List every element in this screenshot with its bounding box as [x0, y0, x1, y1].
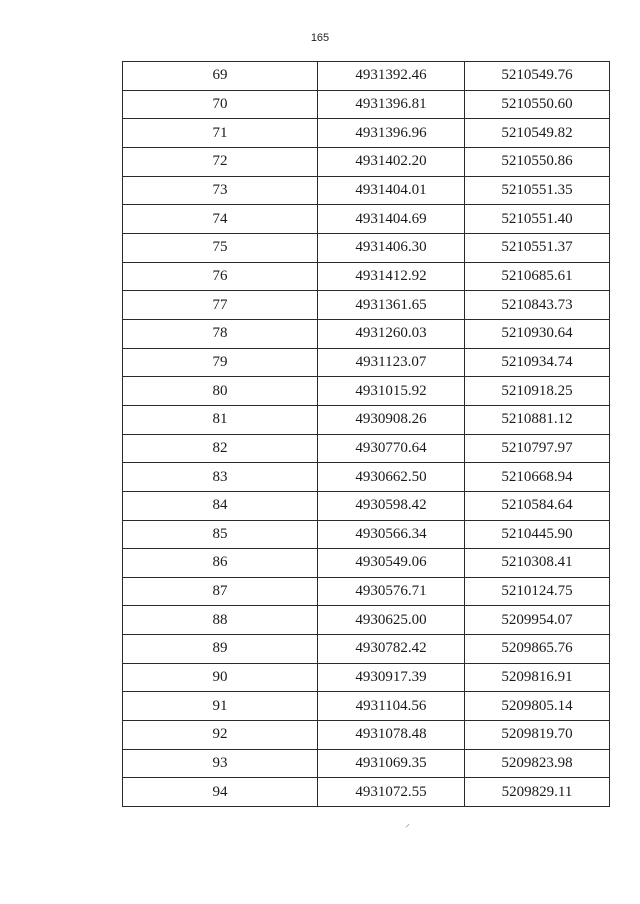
x-coordinate-cell: 4931404.69: [318, 205, 465, 234]
table-row: [123, 405, 610, 434]
y-coordinate-cell: 5210918.25: [465, 377, 610, 406]
y-coordinate-cell: 5210549.76: [465, 62, 610, 91]
point-number-cell: 84: [123, 491, 318, 520]
y-coordinate-cell: 5210934.74: [465, 348, 610, 377]
x-coordinate-cell: 4930549.06: [318, 549, 465, 578]
table-row: [123, 606, 610, 635]
x-coordinate-cell: 4930917.39: [318, 663, 465, 692]
y-coordinate-cell: 5210445.90: [465, 520, 610, 549]
y-coordinate-cell: 5209829.11: [465, 778, 610, 807]
table-row: [123, 778, 610, 807]
y-coordinate-cell: 5210551.40: [465, 205, 610, 234]
point-number-cell: 70: [123, 90, 318, 119]
point-number-cell: 83: [123, 463, 318, 492]
table-row: [123, 577, 610, 606]
y-coordinate-cell: 5210930.64: [465, 319, 610, 348]
y-coordinate-cell: 5209823.98: [465, 749, 610, 778]
x-coordinate-cell: 4931078.48: [318, 721, 465, 750]
point-number-cell: 80: [123, 377, 318, 406]
table-row: [123, 291, 610, 320]
x-coordinate-cell: 4931392.46: [318, 62, 465, 91]
x-coordinate-cell: 4930908.26: [318, 405, 465, 434]
x-coordinate-cell: 4931396.81: [318, 90, 465, 119]
x-coordinate-cell: 4931396.96: [318, 119, 465, 148]
x-coordinate-cell: 4930566.34: [318, 520, 465, 549]
point-number-cell: 92: [123, 721, 318, 750]
point-number-cell: 93: [123, 749, 318, 778]
point-number-cell: 81: [123, 405, 318, 434]
x-coordinate-cell: 4930770.64: [318, 434, 465, 463]
y-coordinate-cell: 5209865.76: [465, 635, 610, 664]
point-number-cell: 86: [123, 549, 318, 578]
x-coordinate-cell: 4931406.30: [318, 233, 465, 262]
x-coordinate-cell: 4931072.55: [318, 778, 465, 807]
point-number-cell: 82: [123, 434, 318, 463]
coordinates-table-body: [123, 62, 610, 807]
x-coordinate-cell: 4931260.03: [318, 319, 465, 348]
x-coordinate-cell: 4931104.56: [318, 692, 465, 721]
scan-speck: ⸍: [405, 823, 410, 834]
point-number-cell: 78: [123, 319, 318, 348]
table-row: [123, 721, 610, 750]
table-row: [123, 205, 610, 234]
y-coordinate-cell: 5210551.37: [465, 233, 610, 262]
table-row: [123, 749, 610, 778]
table-row: [123, 147, 610, 176]
point-number-cell: 94: [123, 778, 318, 807]
y-coordinate-cell: 5210551.35: [465, 176, 610, 205]
x-coordinate-cell: 4931361.65: [318, 291, 465, 320]
x-coordinate-cell: 4930662.50: [318, 463, 465, 492]
y-coordinate-cell: 5210584.64: [465, 491, 610, 520]
y-coordinate-cell: 5210685.61: [465, 262, 610, 291]
point-number-cell: 72: [123, 147, 318, 176]
x-coordinate-cell: 4931069.35: [318, 749, 465, 778]
point-number-cell: 73: [123, 176, 318, 205]
table-row: [123, 434, 610, 463]
point-number-cell: 89: [123, 635, 318, 664]
y-coordinate-cell: 5210843.73: [465, 291, 610, 320]
x-coordinate-cell: 4931015.92: [318, 377, 465, 406]
x-coordinate-cell: 4931404.01: [318, 176, 465, 205]
y-coordinate-cell: 5209805.14: [465, 692, 610, 721]
x-coordinate-cell: 4930625.00: [318, 606, 465, 635]
point-number-cell: 77: [123, 291, 318, 320]
y-coordinate-cell: 5209816.91: [465, 663, 610, 692]
table-row: [123, 692, 610, 721]
table-row: [123, 377, 610, 406]
x-coordinate-cell: 4930598.42: [318, 491, 465, 520]
y-coordinate-cell: 5210668.94: [465, 463, 610, 492]
y-coordinate-cell: 5210308.41: [465, 549, 610, 578]
table-row: [123, 262, 610, 291]
table-row: [123, 348, 610, 377]
y-coordinate-cell: 5209954.07: [465, 606, 610, 635]
point-number-cell: 76: [123, 262, 318, 291]
point-number-cell: 88: [123, 606, 318, 635]
y-coordinate-cell: 5210797.97: [465, 434, 610, 463]
point-number-cell: 71: [123, 119, 318, 148]
table-row: [123, 635, 610, 664]
table-row: [123, 90, 610, 119]
table-row: [123, 62, 610, 91]
point-number-cell: 90: [123, 663, 318, 692]
point-number-cell: 85: [123, 520, 318, 549]
table-row: [123, 549, 610, 578]
point-number-cell: 91: [123, 692, 318, 721]
coordinates-table: [122, 61, 610, 807]
table-row: [123, 663, 610, 692]
x-coordinate-cell: 4931123.07: [318, 348, 465, 377]
table-row: [123, 233, 610, 262]
table-row: [123, 176, 610, 205]
y-coordinate-cell: 5209819.70: [465, 721, 610, 750]
x-coordinate-cell: 4931402.20: [318, 147, 465, 176]
y-coordinate-cell: 5210550.60: [465, 90, 610, 119]
table-row: [123, 491, 610, 520]
point-number-cell: 79: [123, 348, 318, 377]
x-coordinate-cell: 4931412.92: [318, 262, 465, 291]
table-row: [123, 520, 610, 549]
point-number-cell: 74: [123, 205, 318, 234]
point-number-cell: 69: [123, 62, 318, 91]
x-coordinate-cell: 4930782.42: [318, 635, 465, 664]
point-number-cell: 75: [123, 233, 318, 262]
table-row: [123, 319, 610, 348]
table-row: [123, 119, 610, 148]
point-number-cell: 87: [123, 577, 318, 606]
y-coordinate-cell: 5210549.82: [465, 119, 610, 148]
page-number: 165: [310, 32, 330, 44]
table-row: [123, 463, 610, 492]
y-coordinate-cell: 5210124.75: [465, 577, 610, 606]
y-coordinate-cell: 5210881.12: [465, 405, 610, 434]
y-coordinate-cell: 5210550.86: [465, 147, 610, 176]
x-coordinate-cell: 4930576.71: [318, 577, 465, 606]
